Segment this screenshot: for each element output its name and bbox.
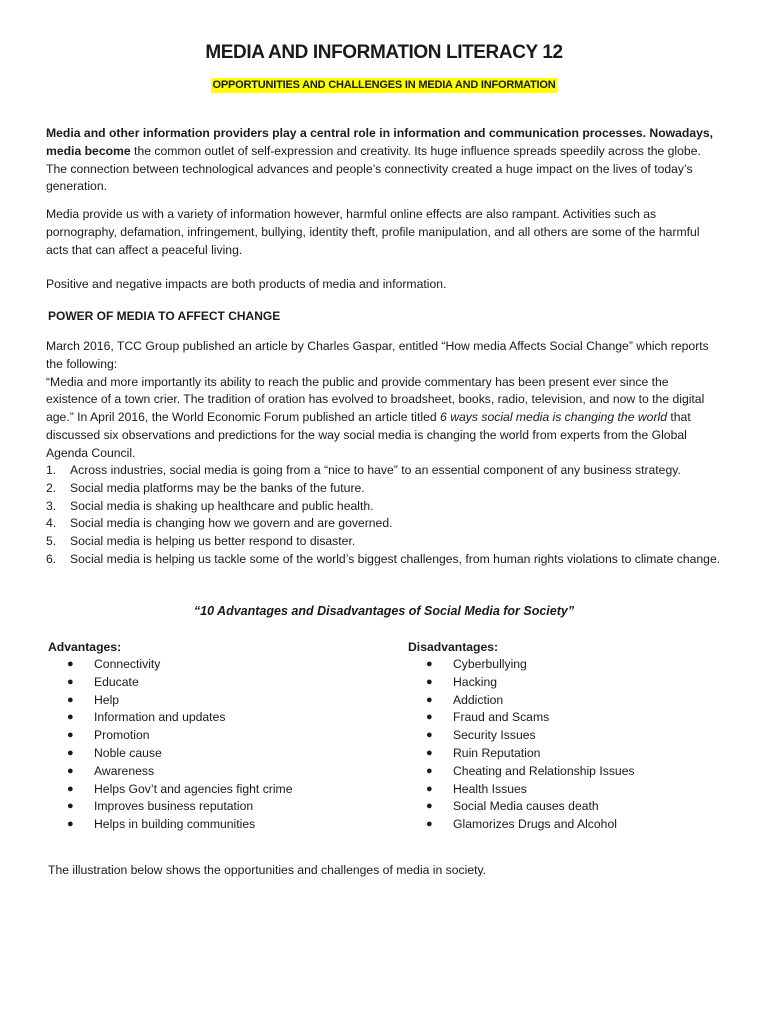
bullet-icon: ● bbox=[67, 818, 74, 831]
list-item-text: Security Issues bbox=[453, 728, 536, 743]
list-item-text: Hacking bbox=[453, 674, 498, 689]
list-item bbox=[48, 745, 292, 763]
list-item bbox=[46, 533, 722, 551]
intro-paragraph-1 bbox=[46, 125, 722, 196]
bullet-icon: ● bbox=[67, 764, 74, 777]
bullet-icon: ● bbox=[426, 658, 433, 670]
power-p1-part3: that discussed six observations and predictions for the way social media is changing the world from experts from the Global Agenda Council. bbox=[46, 410, 691, 460]
list-item bbox=[407, 656, 635, 674]
intro-paragraph-2 bbox=[46, 206, 722, 259]
bullet-icon: ● bbox=[426, 800, 433, 813]
list-item bbox=[48, 709, 292, 727]
list-item bbox=[46, 515, 722, 533]
list-item bbox=[48, 816, 292, 834]
list-item-text: Fraud and Scams bbox=[453, 710, 550, 725]
bullet-icon: ● bbox=[426, 675, 433, 688]
list-item-text: Social media is changing how we govern and are governed. bbox=[70, 516, 393, 531]
list-item bbox=[407, 745, 635, 763]
list-item bbox=[48, 674, 292, 692]
list-item-text: Promotion bbox=[94, 728, 150, 743]
list-item bbox=[407, 781, 635, 799]
list-number: 2. bbox=[46, 480, 57, 495]
list-item bbox=[46, 462, 722, 480]
list-item bbox=[48, 763, 292, 781]
list-item-text: Addiction bbox=[453, 692, 504, 707]
list-item-text: Health Issues bbox=[453, 781, 527, 796]
list-item-text: Help bbox=[94, 692, 120, 707]
intro-p3: Positive and negative impacts are both products of media and information. bbox=[46, 277, 447, 291]
list-number: 1. bbox=[46, 463, 57, 477]
list-item bbox=[46, 498, 722, 516]
list-number: 5. bbox=[46, 534, 57, 549]
power-paragraph bbox=[46, 338, 722, 463]
list-item-text: Information and updates bbox=[94, 710, 226, 725]
bullet-icon: ● bbox=[67, 782, 74, 795]
bullet-icon: ● bbox=[67, 711, 74, 724]
power-p1-part2: “Media and more importantly its ability to reach the public and provide commentary has been present ever since the existence of a town crier. The tradition of oration has evolved to broadsheet, books, radio, television, and now to the digital age.” In April 2016, the World Economic Forum published an article titled bbox=[46, 374, 705, 425]
list-item-text: Social media is helping us tackle some of the world’s biggest challenges, from human rights violations to climate change. bbox=[70, 551, 721, 566]
bullet-icon: ● bbox=[67, 693, 74, 706]
intro-p1-bold: Media and other information providers play a central role in information and communication processes. Nowadays, media become bbox=[46, 126, 714, 158]
intro-paragraph-3 bbox=[46, 276, 722, 294]
page-subtitle: OPPORTUNITIES AND CHALLENGES IN MEDIA AND INFORMATION bbox=[212, 79, 556, 91]
list-item-text: Social media is helping us better respond to disaster. bbox=[70, 534, 356, 549]
bullet-icon: ● bbox=[426, 711, 433, 724]
bullet-icon: ● bbox=[67, 800, 74, 813]
bullet-icon: ● bbox=[67, 729, 74, 742]
list-item bbox=[407, 709, 635, 727]
bullet-icon: ● bbox=[426, 782, 433, 795]
intro-p2: Media provide us with a variety of information however, harmful online effects are also rampant. Activities such as pornography, defamation, infringement, bullying, identity theft, profile manipulation, and all others are some of the harmful acts that can affect a peaceful living. bbox=[46, 207, 700, 257]
list-item-text: Improves business reputation bbox=[94, 799, 254, 814]
list-item bbox=[48, 727, 292, 745]
list-item bbox=[48, 781, 292, 799]
subtitle-wrap bbox=[0, 75, 768, 93]
list-item bbox=[48, 692, 292, 710]
advantages-title: “10 Advantages and Disadvantages of Social Media for Society” bbox=[193, 604, 575, 618]
list-item-text: Ruin Reputation bbox=[453, 745, 541, 760]
list-item bbox=[48, 798, 292, 816]
list-item-text: Educate bbox=[94, 674, 139, 689]
list-item-text: Glamorizes Drugs and Alcohol bbox=[453, 817, 617, 832]
bullet-icon: ● bbox=[67, 746, 74, 759]
list-item bbox=[46, 480, 722, 498]
bullet-icon: ● bbox=[67, 658, 74, 670]
list-item bbox=[407, 798, 635, 816]
advantages-label: Advantages: bbox=[48, 640, 122, 654]
power-p1-italic: 6 ways social media is changing the world bbox=[440, 410, 667, 425]
bullet-icon: ● bbox=[426, 693, 433, 706]
list-item bbox=[407, 816, 635, 834]
list-number: 4. bbox=[46, 516, 57, 531]
list-item-text: Social media platforms may be the banks of the future. bbox=[70, 480, 365, 495]
list-item-text: Noble cause bbox=[94, 745, 162, 760]
list-item-text: Helps in building communities bbox=[94, 817, 256, 832]
list-item-text: Social Media causes death bbox=[453, 799, 599, 814]
list-item bbox=[407, 763, 635, 781]
advantages-list bbox=[48, 656, 292, 834]
closing-text: The illustration below shows the opportunities and challenges of media in society. bbox=[48, 863, 487, 877]
intro-p1-rest: the common outlet of self-expression and creativity. Its huge influence spreads speedily across the globe. The connection between technological advances and people’s connectivity created a huge impact on the lives of today’s generation. bbox=[46, 143, 701, 194]
list-item-text: Cyberbullying bbox=[453, 657, 527, 671]
bullet-icon: ● bbox=[426, 746, 433, 759]
section-heading-power: POWER OF MEDIA TO AFFECT CHANGE bbox=[48, 309, 281, 323]
list-item-text: Awareness bbox=[94, 763, 155, 778]
bullet-icon: ● bbox=[426, 729, 433, 742]
list-item-text: Cheating and Relationship Issues bbox=[453, 763, 635, 778]
disadvantages-label: Disadvantages: bbox=[408, 640, 499, 654]
list-item bbox=[48, 656, 292, 674]
bullet-icon: ● bbox=[67, 675, 74, 688]
list-item bbox=[407, 727, 635, 745]
list-item-text: Across industries, social media is going from a “nice to have” to an essential component of any business strategy. bbox=[70, 463, 681, 477]
page-title: MEDIA AND INFORMATION LITERACY 12 bbox=[205, 42, 563, 63]
power-p1-part1: March 2016, TCC Group published an article by Charles Gaspar, entitled “How media Affects Social Change” which reports the following: bbox=[46, 339, 709, 371]
numbered-list bbox=[46, 462, 722, 569]
list-item-text: Helps Gov’t and agencies fight crime bbox=[94, 781, 293, 796]
bullet-icon: ● bbox=[426, 764, 433, 777]
list-item-text: Connectivity bbox=[94, 657, 161, 671]
list-item bbox=[46, 551, 722, 569]
list-item bbox=[407, 674, 635, 692]
list-number: 6. bbox=[46, 551, 57, 566]
list-item-text: Social media is shaking up healthcare and public health. bbox=[70, 498, 374, 513]
disadvantages-list bbox=[407, 656, 635, 834]
list-item bbox=[407, 692, 635, 710]
list-number: 3. bbox=[46, 498, 57, 513]
bullet-icon: ● bbox=[426, 818, 433, 831]
